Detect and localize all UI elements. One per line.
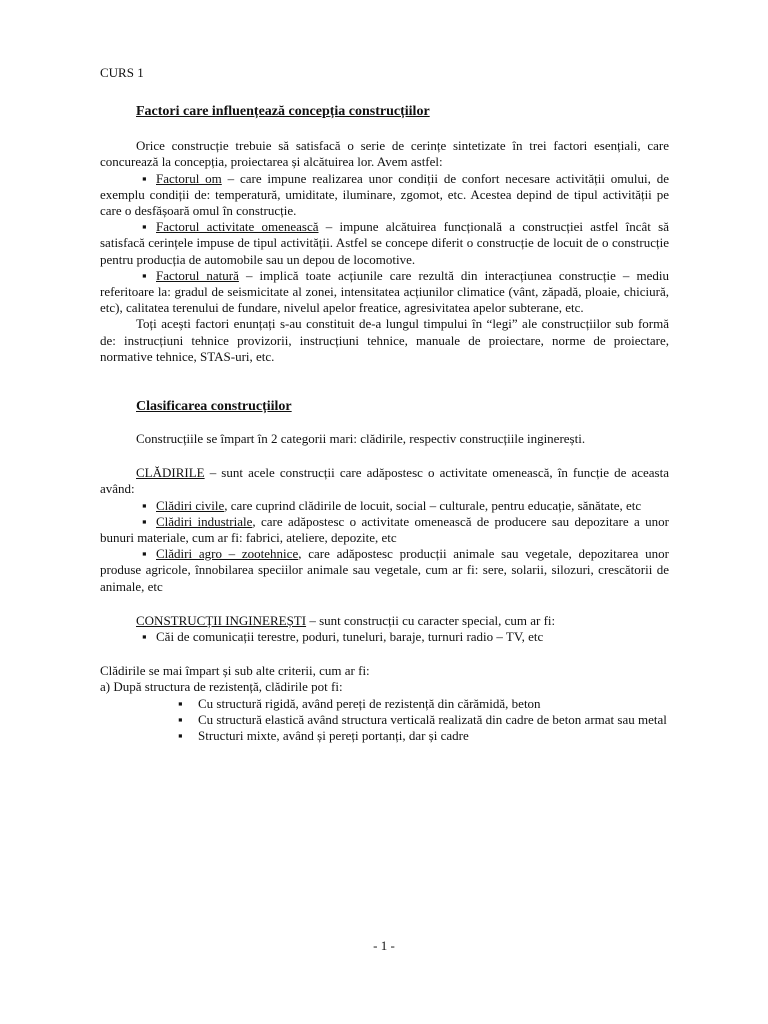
bullet-cladiri-agro xyxy=(100,546,669,595)
bullet-text: , care adăpostesc o activitate omenească de producere sau depozitare a unor bunuri materiale, cum ar fi: fabrici, ateliere, depozite, etc xyxy=(100,513,669,546)
bullet-factorul-om xyxy=(100,171,669,220)
bullet-term: Clădiri agro – zootehnice xyxy=(156,546,299,562)
bullet-marker: ▪ xyxy=(178,695,183,711)
bullet-term: Clădiri civile xyxy=(156,497,225,513)
spacer xyxy=(100,645,669,663)
constructii-ingineresti-paragraph xyxy=(100,613,669,629)
ingineresti-term: CONSTRUCȚII INGINEREȘTI xyxy=(136,612,307,628)
bullet-text: , care adăpostesc producții animale sau vegetale, depozitarea unor produse agricole, înnobilarea speciilor animale sau vegetale, cum ar fi: sere, solarii, silozuri, crescătorii de animale, etc xyxy=(100,546,669,594)
bullet-structuri-mixte xyxy=(100,728,669,744)
bullet-term: Factorul om xyxy=(156,170,222,186)
spacer xyxy=(100,365,669,398)
classification-intro: Construcțiile se împart în 2 categorii mari: clădirile, respectiv construcțiile inginerești. xyxy=(136,431,586,447)
intro-paragraph: Orice construcție trebuie să satisfacă o serie de cerințe sintetizate în trei factori esențiali, care concurează la concepția, proiectarea și alcătuirea lor. Avem astfel: xyxy=(100,138,669,170)
bullet-factorul-activitate xyxy=(100,219,669,268)
bullet-text: Cu structură elastică având structura verticală realizată din cadre de beton armat sau metal xyxy=(198,711,667,727)
bullet-marker: ▪ xyxy=(142,629,147,645)
criteria-intro: Clădirile se mai împart și sub alte criterii, cum ar fi: xyxy=(100,663,370,679)
bullet-text: Cu structură rigidă, având pereți de rezistență din cărămidă, beton xyxy=(198,695,541,711)
criteria-item-a: a) După structura de rezistență, clădirile pot fi: xyxy=(100,679,343,695)
bullet-marker: ▪ xyxy=(142,267,147,283)
spacer xyxy=(100,595,669,613)
bullet-marker: ▪ xyxy=(142,170,147,186)
bullet-marker: ▪ xyxy=(142,513,147,529)
spacer xyxy=(100,447,669,465)
bullet-cladiri-industriale xyxy=(100,514,669,546)
bullet-term: Factorul activitate omenească xyxy=(156,219,319,235)
course-label: CURS 1 xyxy=(100,65,144,80)
bullet-text: – impune alcătuirea funcțională a construcției astfel încât să satisfacă cerințele impuse de tipul activității. Astfel se concepe diferit o construcție de locuit de o construcție pentru producția de automobile sau un depou de locomotive. xyxy=(100,219,669,267)
bullet-marker: ▪ xyxy=(142,497,147,513)
bullet-structura-rigida xyxy=(100,696,669,712)
bullet-marker: ▪ xyxy=(142,546,147,562)
bullet-term: Clădiri industriale xyxy=(156,513,253,529)
bullet-cladiri-civile xyxy=(100,498,669,514)
cladirile-paragraph xyxy=(100,465,669,497)
closing-paragraph: Toți acești factori enunțați s-au constituit de-a lungul timpului în “legi” ale construcțiilor sub formă de: instrucțiuni tehnice provizorii, instrucțiuni tehnice, manuale de proiectare, norme de proiectare, normative tehnice, STAS-uri, etc. xyxy=(100,316,669,364)
bullet-text: Structuri mixte, având și pereți portanți, dar și cadre xyxy=(198,728,469,744)
bullet-text: – care impune realizarea unor condiții de confort necesare activității omului, de exemplu condiții de: temperatură, umiditate, iluminare, zgomot, etc. Acestea depind de tipul activității pe care o desfășoară omul în construcție. xyxy=(100,170,669,219)
bullet-structura-elastica xyxy=(100,712,669,728)
section-title-clasificarea: Clasificarea construcțiilor xyxy=(136,399,292,415)
section-title-factori: Factori care influențează concepția construcțiilor xyxy=(136,104,430,120)
bullet-text: Căi de comunicații terestre, poduri, tuneluri, baraje, turnuri radio – TV, etc xyxy=(156,629,544,645)
cladirile-term: CLĂDIRILE xyxy=(136,465,205,481)
bullet-marker: ▪ xyxy=(142,219,147,235)
bullet-text: , care cuprind clădirile de locuit, social – culturale, pentru educație, sănătate, etc xyxy=(224,497,642,513)
page-content xyxy=(100,65,669,744)
bullet-text: – implică toate acțiunile care rezultă din interacțiunea construcție – mediu referitoare la: gradul de seismicitate al zonei, intensitatea acțiunilor climatice (vânt, zăpadă, ploaie, chiciură, etc), calitatea terenului de fundare, nivelul apelor freatice, agresivitatea apelor subterane, etc. xyxy=(100,267,669,316)
cladirile-text: – sunt acele construcții care adăpostesc o activitate omenească, în funcție de aceasta având: xyxy=(100,465,669,497)
bullet-marker: ▪ xyxy=(178,711,183,727)
bullet-factorul-natura xyxy=(100,268,669,317)
ingineresti-text: – sunt construcții cu caracter special, cum ar fi: xyxy=(306,612,556,628)
bullet-cai-comunicatii xyxy=(100,629,669,645)
bullet-marker: ▪ xyxy=(178,728,183,744)
page-number: - 1 - xyxy=(373,938,395,953)
bullet-term: Factorul natură xyxy=(156,267,239,283)
